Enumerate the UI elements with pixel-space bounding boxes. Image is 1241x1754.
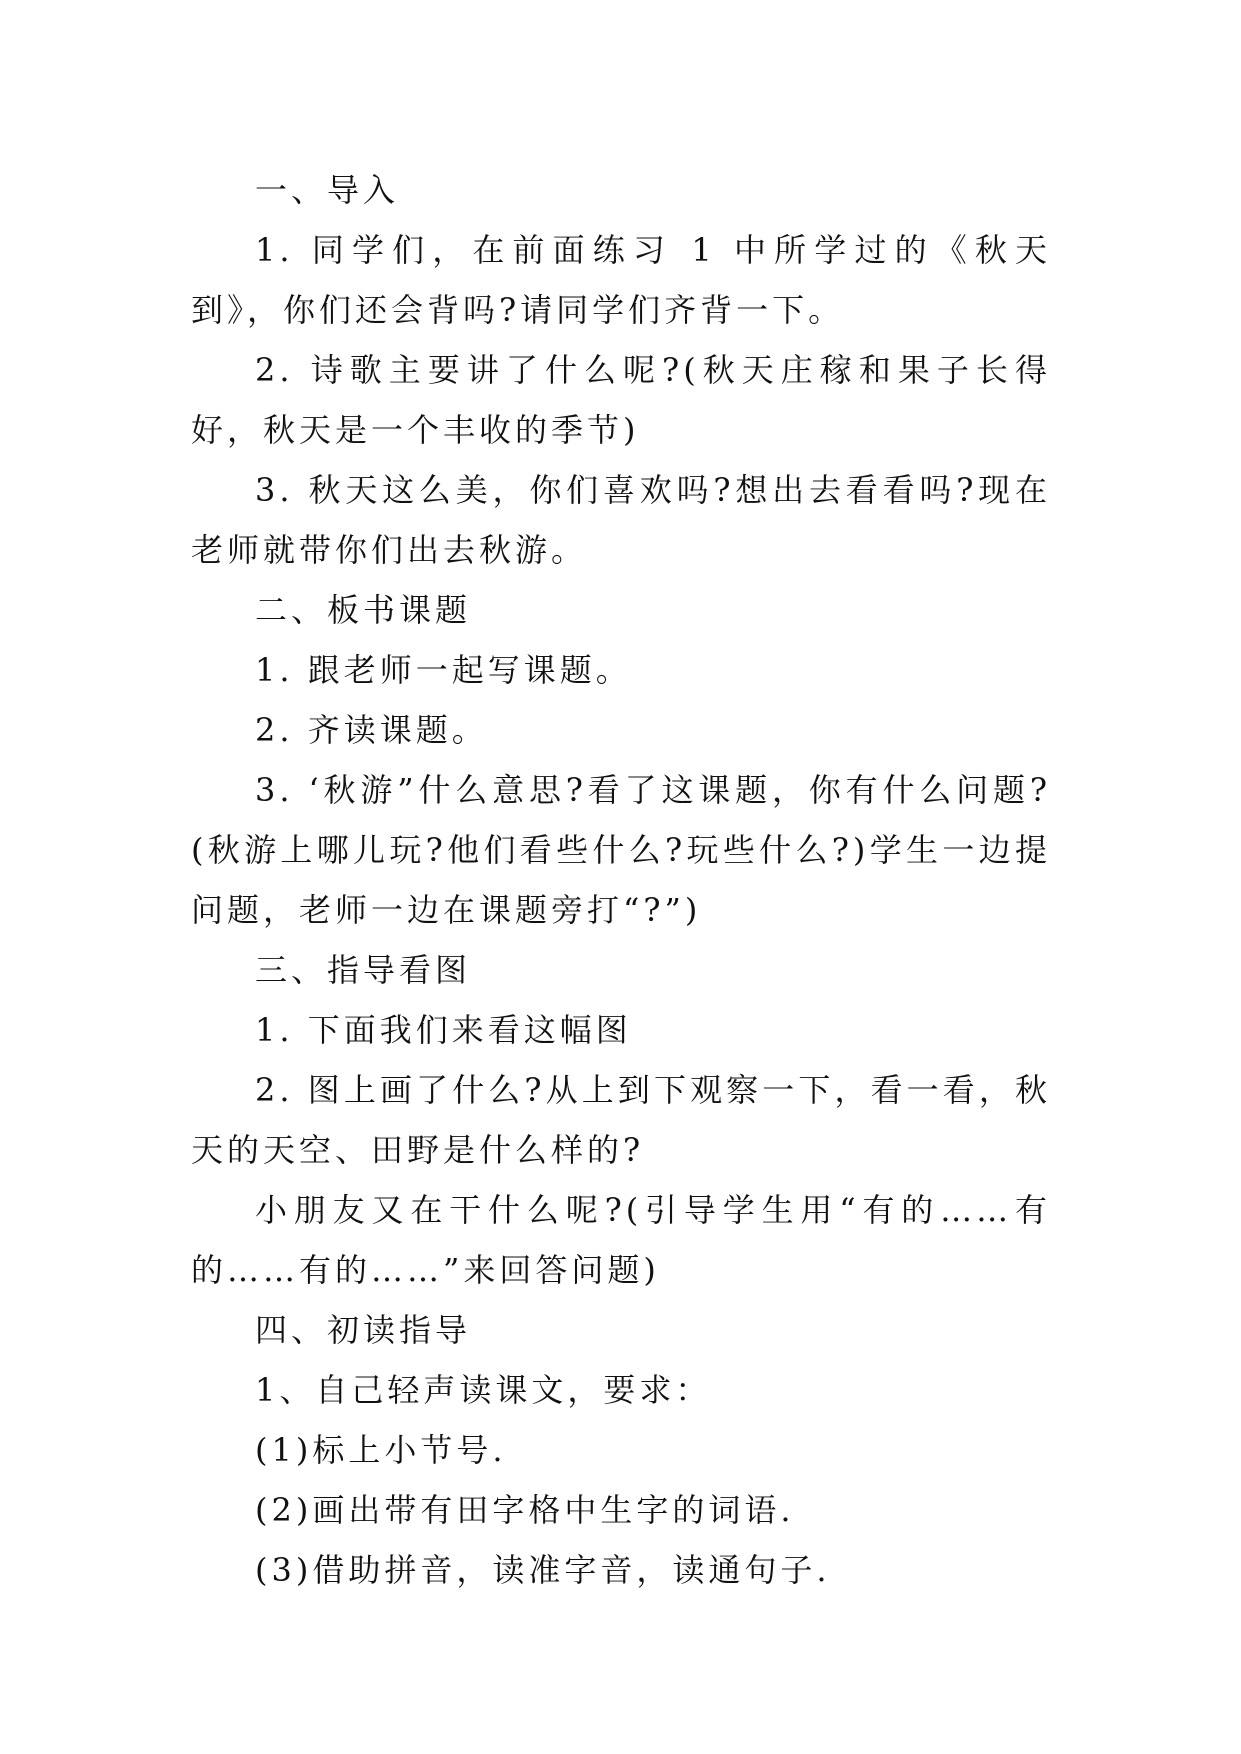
list-item: (1)标上小节号. bbox=[255, 1431, 507, 1469]
paragraph: 2. 齐读课题。 bbox=[255, 711, 488, 749]
paragraph: 1. 下面我们来看这幅图 bbox=[255, 1011, 632, 1049]
list-item: (3)借助拼音，读准字音，读通句子. bbox=[255, 1551, 831, 1589]
section-heading-picture: 三、指导看图 bbox=[255, 951, 472, 989]
section-heading-intro: 一、导入 bbox=[255, 171, 400, 209]
paragraph: 1. 跟老师一起写课题。 bbox=[255, 651, 632, 689]
paragraph: 1. 同学们，在前面练习 1 中所学过的《秋天到》，你们还会背吗?请同学们齐背一下。 bbox=[191, 231, 1051, 329]
list-item: (2)画出带有田字格中生字的词语. bbox=[255, 1491, 795, 1529]
section-heading-blackboard: 二、板书课题 bbox=[255, 591, 472, 629]
paragraph: 3. ‘秋游”什么意思?看了这课题，你有什么问题?(秋游上哪儿玩?他们看些什么?玩些什么?)学生一边提问题，老师一边在课题旁打“?”) bbox=[191, 771, 1051, 929]
paragraph: 1、自己轻声读课文，要求： bbox=[255, 1371, 712, 1409]
document-body bbox=[191, 160, 1051, 1600]
paragraph: 2. 图上画了什么?从上到下观察一下，看一看，秋天的天空、田野是什么样的? bbox=[191, 1071, 1051, 1169]
paragraph: 2. 诗歌主要讲了什么呢?(秋天庄稼和果子长得好，秋天是一个丰收的季节) bbox=[191, 351, 1051, 449]
section-heading-reading: 四、初读指导 bbox=[255, 1311, 472, 1349]
paragraph: 3. 秋天这么美，你们喜欢吗?想出去看看吗?现在老师就带你们出去秋游。 bbox=[191, 471, 1051, 569]
paragraph: 小朋友又在干什么呢?(引导学生用“有的……有的……有的……”来回答问题) bbox=[191, 1191, 1051, 1289]
